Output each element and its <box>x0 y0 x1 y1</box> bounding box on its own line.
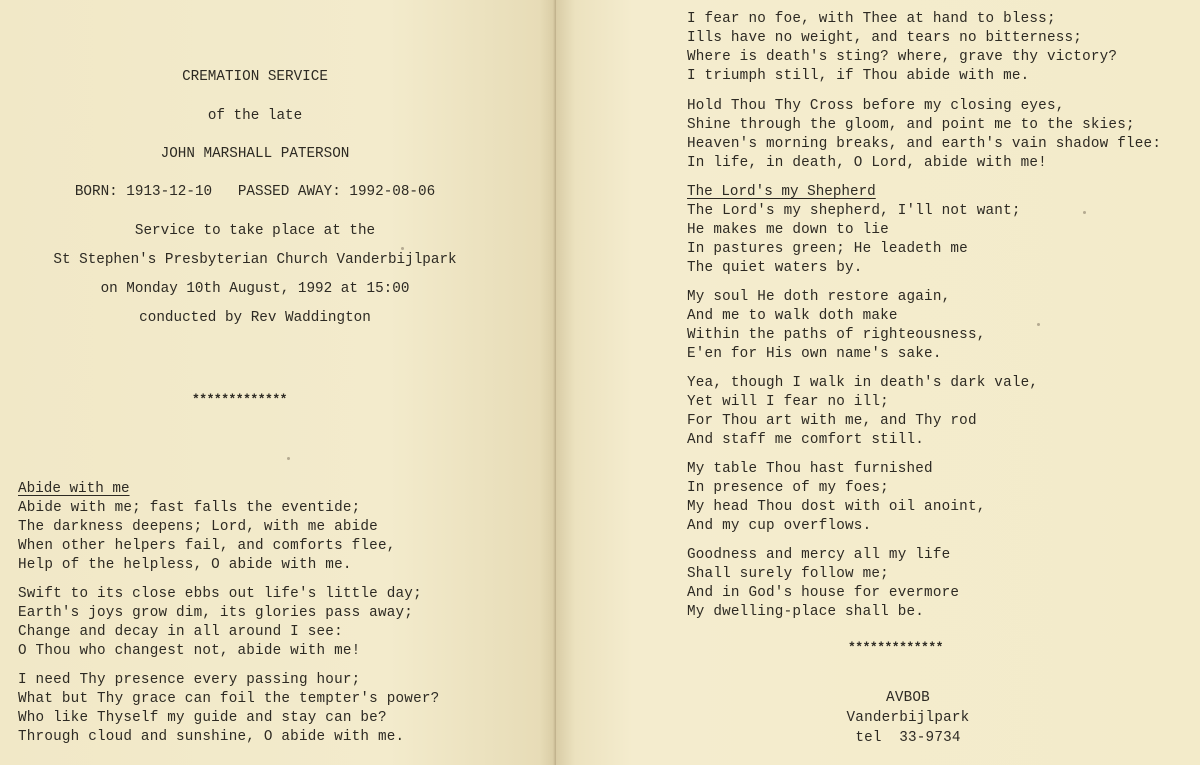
paper-speck <box>401 247 404 250</box>
verse-line: Where is death's sting? where, grave thy victory? <box>687 49 1118 65</box>
service-officiant: conducted by Rev Waddington <box>139 310 371 326</box>
verse-line: O Thou who changest not, abide with me! <box>18 643 361 659</box>
footer-telephone: tel 33-9734 <box>855 730 961 746</box>
hymn-title-lords-my-shepherd: The Lord's my Shepherd <box>687 184 876 200</box>
verse-line: And staff me comfort still. <box>687 432 925 448</box>
service-location-line-1: Service to take place at the <box>134 223 376 239</box>
verse-line: Yet will I fear no ill; <box>687 394 889 410</box>
verse-line: My table Thou hast furnished <box>687 461 933 477</box>
of-the-late: of the late <box>207 108 303 124</box>
verse-line: He makes me down to lie <box>687 222 889 238</box>
verse-line: In pastures green; He leadeth me <box>687 241 968 257</box>
hymn1-verse-2 <box>18 585 422 661</box>
verse-line: Through cloud and sunshine, O abide with me. <box>18 729 405 745</box>
verse-line: The quiet waters by. <box>687 260 863 276</box>
verse-line: I fear no foe, with Thee at hand to bless; <box>687 11 1056 27</box>
hymn1-verse-4 <box>687 10 1117 86</box>
verse-line: Goodness and mercy all my life <box>687 547 951 563</box>
footer-org: AVBOB <box>886 690 930 706</box>
verse-line: Swift to its close ebbs out life's little day; <box>18 586 422 602</box>
verse-line: My dwelling-place shall be. <box>687 604 925 620</box>
verse-line: Ills have no weight, and tears no bitterness; <box>687 30 1083 46</box>
divider-stars: ************* <box>848 640 943 655</box>
verse-line: The darkness deepens; Lord, with me abide <box>18 519 378 535</box>
verse-line: Heaven's morning breaks, and earth's vain shadow flee: <box>687 136 1162 152</box>
life-dates: BORN: 1913-12-10 PASSED AWAY: 1992-08-06 <box>74 184 436 200</box>
verse-line: In presence of my foes; <box>687 480 889 496</box>
hymn-title-abide-with-me: Abide with me <box>18 481 130 497</box>
paper-speck <box>287 457 290 460</box>
right-page <box>556 0 1200 765</box>
verse-line: My head Thou dost with oil anoint, <box>687 499 986 515</box>
paper-speck <box>1037 323 1040 326</box>
verse-line: Help of the helpless, O abide with me. <box>18 557 352 573</box>
hymn2-verse-2 <box>687 288 986 364</box>
verse-line: Abide with me; fast falls the eventide; <box>18 500 361 516</box>
verse-line: Earth's joys grow dim, its glories pass away; <box>18 605 414 621</box>
hymn2-verse-4 <box>687 460 986 536</box>
verse-line: Change and decay in all around I see: <box>18 624 343 640</box>
divider-stars: ************* <box>192 392 287 407</box>
verse-line: Shine through the gloom, and point me to the skies; <box>687 117 1135 133</box>
hymn1-verse-1 <box>18 499 396 575</box>
left-page <box>0 0 556 765</box>
deceased-name: JOHN MARSHALL PATERSON <box>160 146 350 162</box>
verse-line: My soul He doth restore again, <box>687 289 951 305</box>
verse-line: E'en for His own name's sake. <box>687 346 942 362</box>
verse-line: And me to walk doth make <box>687 308 898 324</box>
verse-line: For Thou art with me, and Thy rod <box>687 413 977 429</box>
hymn1-verse-3 <box>18 671 439 747</box>
verse-line: Yea, though I walk in death's dark vale, <box>687 375 1039 391</box>
verse-line: Who like Thyself my guide and stay can be? <box>18 710 387 726</box>
verse-line: I triumph still, if Thou abide with me. <box>687 68 1030 84</box>
footer-city: Vanderbijlpark <box>846 710 970 726</box>
hymn1-verse-5 <box>687 97 1161 173</box>
hymn2-verse-3 <box>687 374 1038 450</box>
paper-speck <box>1083 211 1086 214</box>
service-title: CREMATION SERVICE <box>182 69 328 85</box>
verse-line: And in God's house for evermore <box>687 585 960 601</box>
hymn2-verse-1 <box>687 202 1021 278</box>
verse-line: In life, in death, O Lord, abide with me! <box>687 155 1047 171</box>
verse-line: What but Thy grace can foil the tempter's power? <box>18 691 440 707</box>
service-datetime: on Monday 10th August, 1992 at 15:00 <box>100 281 410 297</box>
verse-line: And my cup overflows. <box>687 518 872 534</box>
verse-line: Within the paths of righteousness, <box>687 327 986 343</box>
verse-line: Hold Thou Thy Cross before my closing eyes, <box>687 98 1065 114</box>
verse-line: I need Thy presence every passing hour; <box>18 672 361 688</box>
service-location-line-2: St Stephen's Presbyterian Church Vanderbijlpark <box>53 252 457 268</box>
verse-line: When other helpers fail, and comforts flee, <box>18 538 396 554</box>
verse-line: Shall surely follow me; <box>687 566 889 582</box>
verse-line: The Lord's my shepherd, I'll not want; <box>687 203 1021 219</box>
hymn2-verse-5 <box>687 546 959 622</box>
